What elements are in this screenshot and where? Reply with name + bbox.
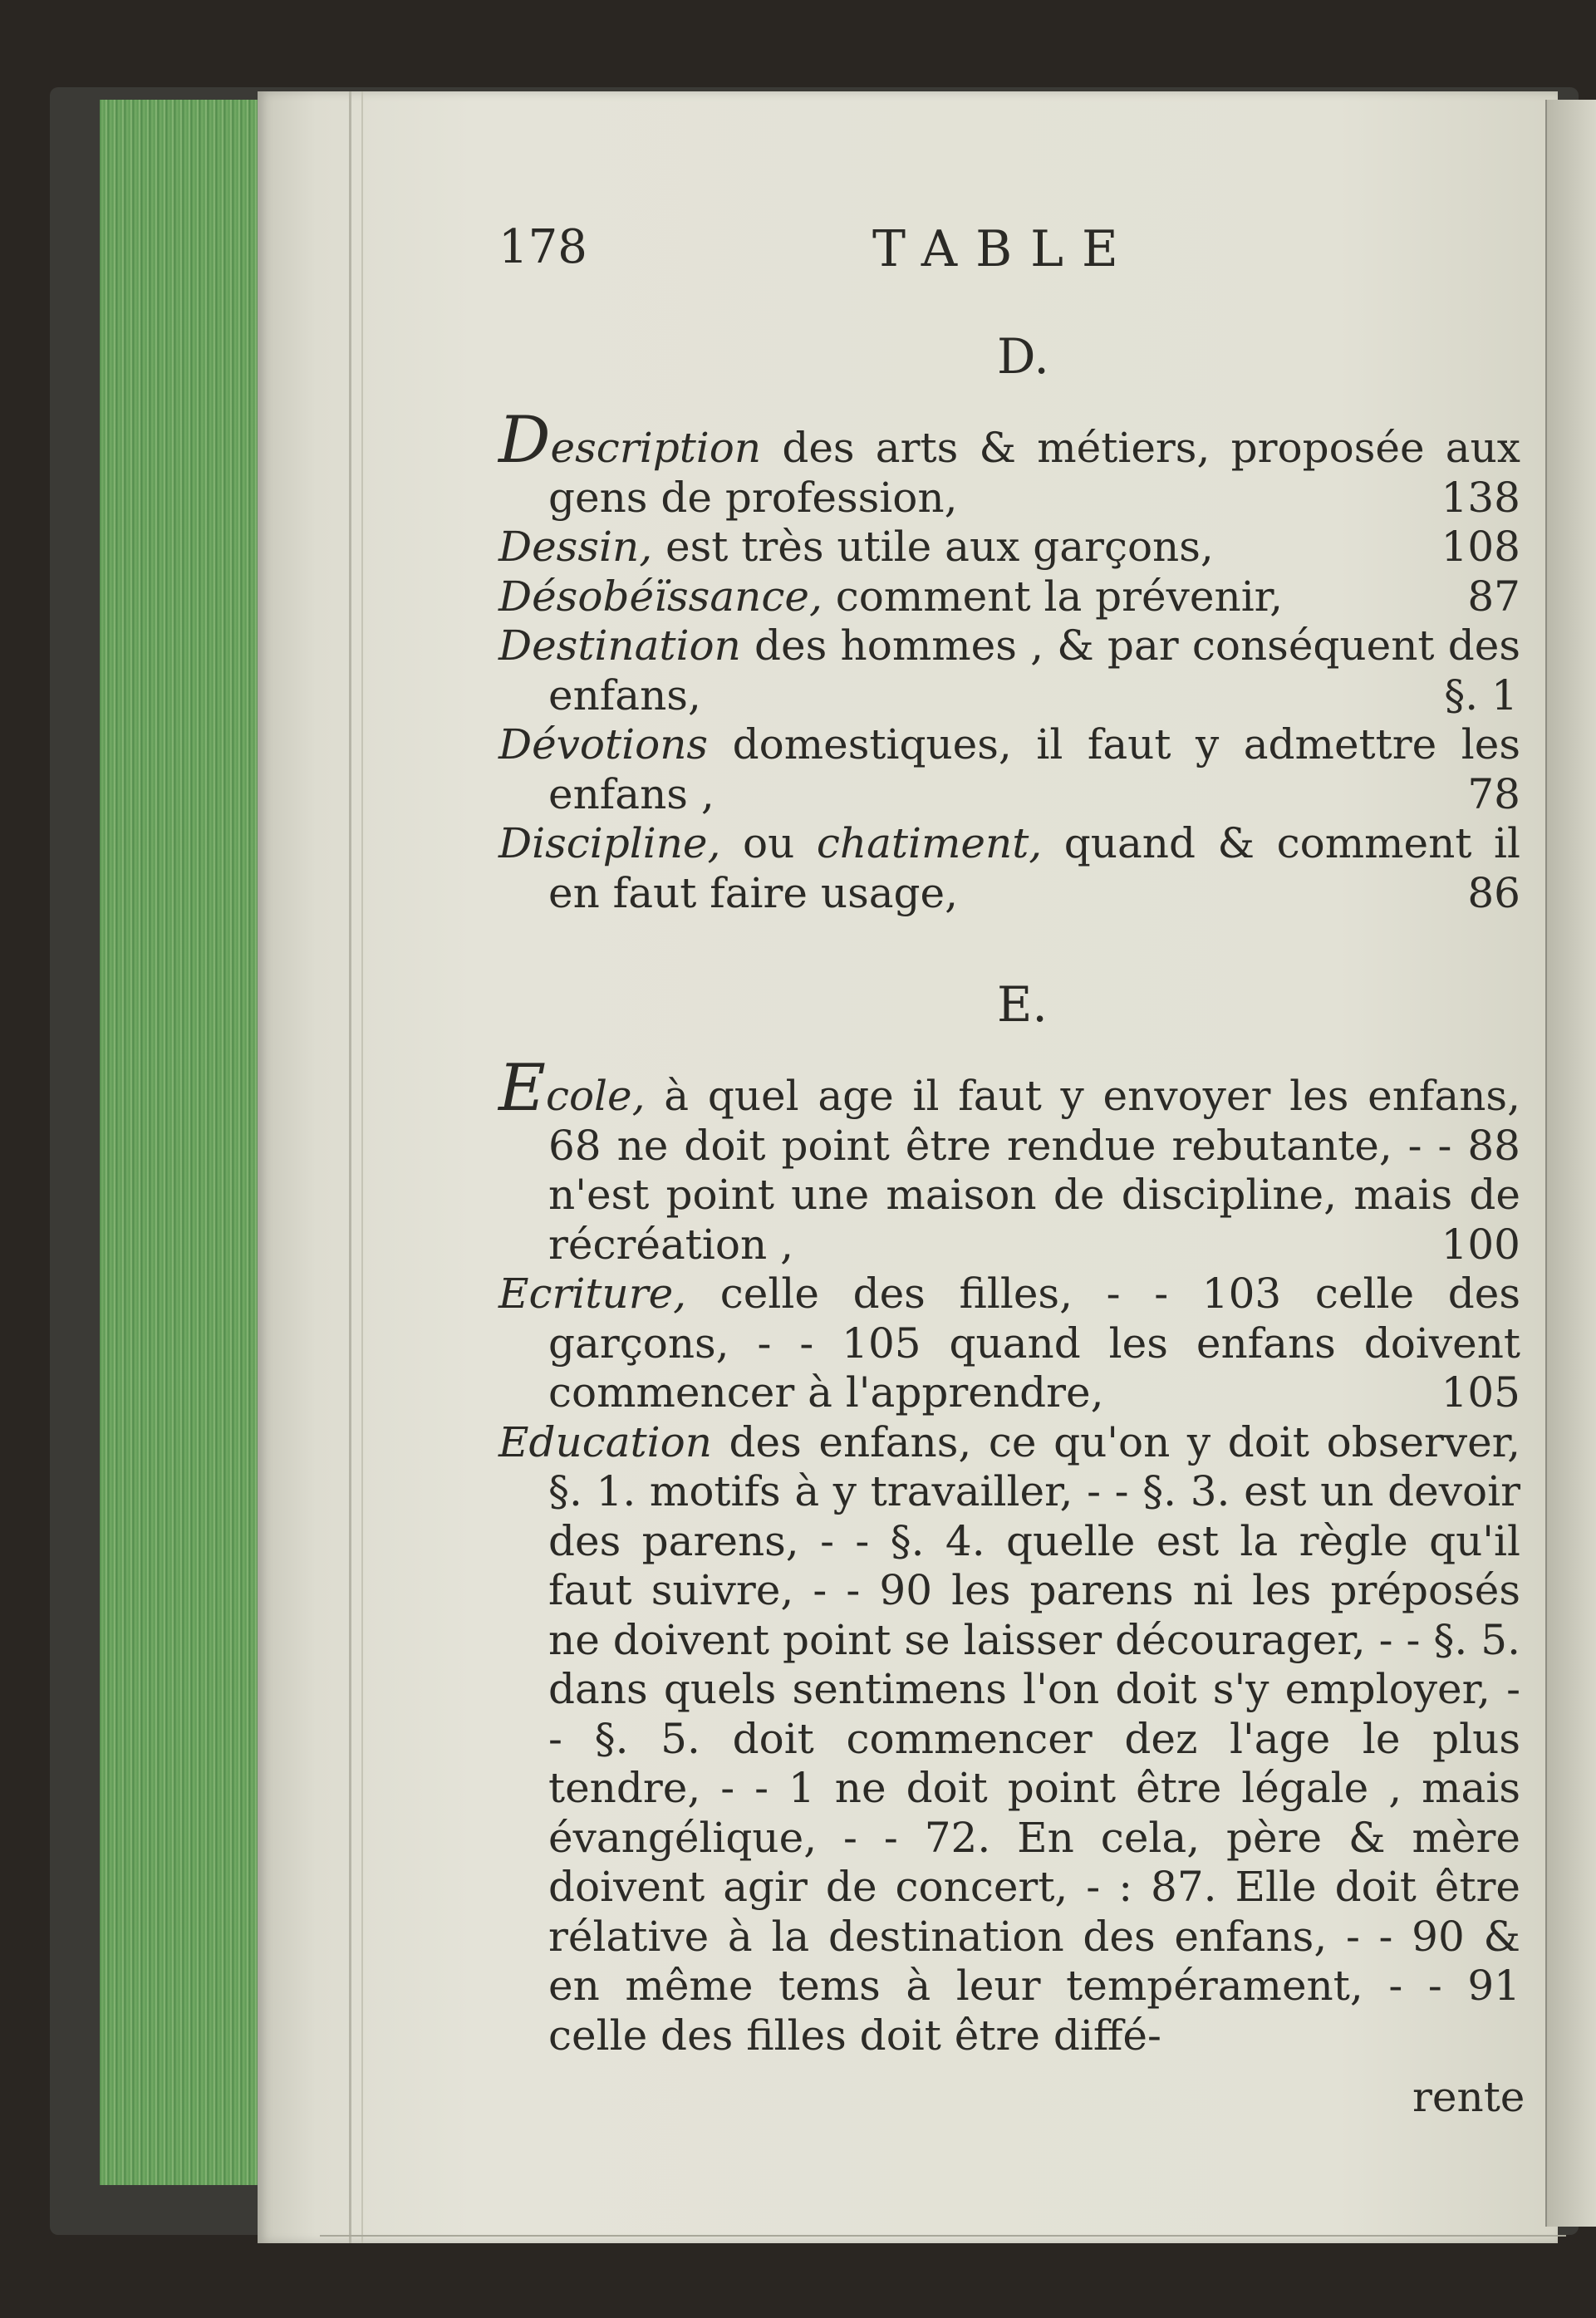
gutter-line: [349, 91, 351, 2243]
index-entry: [498, 819, 1520, 918]
entry-term: Dévotions: [498, 720, 709, 769]
entry-term: Education: [498, 1417, 712, 1466]
catchword: rente: [1412, 2073, 1525, 2121]
entry-term: Destination: [498, 621, 741, 670]
page-bottom-edge: [320, 2235, 1566, 2237]
gutter-line-inner: [361, 91, 363, 2243]
entry-term: Ecriture,: [498, 1269, 687, 1318]
entry-page-ref: 86: [1467, 868, 1520, 917]
entry-text: des arts & métiers, proposée aux gens de profession,: [548, 424, 1520, 522]
facing-page-edge: [1545, 100, 1596, 2227]
index-entry: [498, 1051, 1520, 1269]
index-entry: [498, 1269, 1520, 1418]
entry-italic: chatiment,: [816, 819, 1043, 867]
index-entry: [498, 621, 1520, 720]
entry-term: Désobéïssance,: [498, 572, 823, 621]
entry-text: comment la prévenir,: [835, 572, 1283, 621]
entry-text: domestiques, il faut y admettre les enfans ,: [548, 720, 1520, 818]
index-entry: [498, 403, 1520, 523]
page-header: TABLE: [872, 220, 1137, 278]
entry-term: Discipline,: [498, 819, 721, 867]
entry-text: à quel age il faut y envoyer les enfans, 68 ne doit point être rendue rebutante, - - 88 n'est point une maison de discipline, mais de récréation ,: [548, 1072, 1520, 1269]
entry-page-ref: 78: [1467, 769, 1520, 818]
entry-term: escription: [550, 424, 762, 472]
index-section-e: [498, 1051, 1520, 2060]
entry-text: des enfans, ce qu'on y doit observer, §. 1. motifs à y travailler, - - §. 3. est un devoir des parens, - - §. 4. quelle est la règle qu'il faut suivre, - - 90 les parens ni les préposés ne doivent point se laisser décourager, - - §. 5. dans quels sentimens l'on doit s'y employer, - - §. 5. doit commencer dez l'age le plus tendre, - - 1 ne doit point être légale , mais évangélique, - - 72. En cela, père & mère doivent agir de concert, - : 87. Elle doit être rélative à la destination des enfans, - - 90 & en même tems à leur tempérament, - - 91 celle des filles doit être diffé-: [548, 1417, 1520, 2060]
section-letter-e: E.: [997, 976, 1048, 1033]
section-letter-d: D.: [997, 328, 1049, 385]
index-entry: [498, 1418, 1520, 2061]
entry-text: des hommes , & par conséquent des enfans,: [548, 621, 1520, 719]
entry-page-ref: 100: [1441, 1220, 1520, 1269]
entry-page-ref: §. 1: [1444, 670, 1518, 719]
entry-page-ref: 138: [1441, 473, 1520, 522]
drop-capital: E: [498, 1051, 546, 1126]
entry-text: celle des filles, - - 103 celle des garçons, - - 105 quand les enfans doivent commencer à l'apprendre,: [548, 1269, 1520, 1417]
index-entry: [498, 572, 1520, 622]
index-entry: [498, 523, 1520, 572]
entry-term: cole,: [545, 1072, 646, 1120]
entry-text: est très utile aux garçons,: [665, 523, 1214, 571]
page-edges: [100, 100, 260, 2185]
entry-page-ref: 108: [1441, 523, 1520, 571]
entry-text: quand & comment il en faut faire usage,: [548, 819, 1520, 917]
index-section-d: [498, 403, 1520, 918]
entry-page-ref: 105: [1441, 1368, 1520, 1417]
entry-text: ou: [743, 819, 795, 867]
page-number: 178: [498, 220, 587, 274]
entry-term: Dessin,: [498, 523, 653, 571]
index-entry: [498, 720, 1520, 819]
drop-capital: D: [498, 403, 551, 478]
entry-page-ref: 87: [1467, 572, 1520, 621]
